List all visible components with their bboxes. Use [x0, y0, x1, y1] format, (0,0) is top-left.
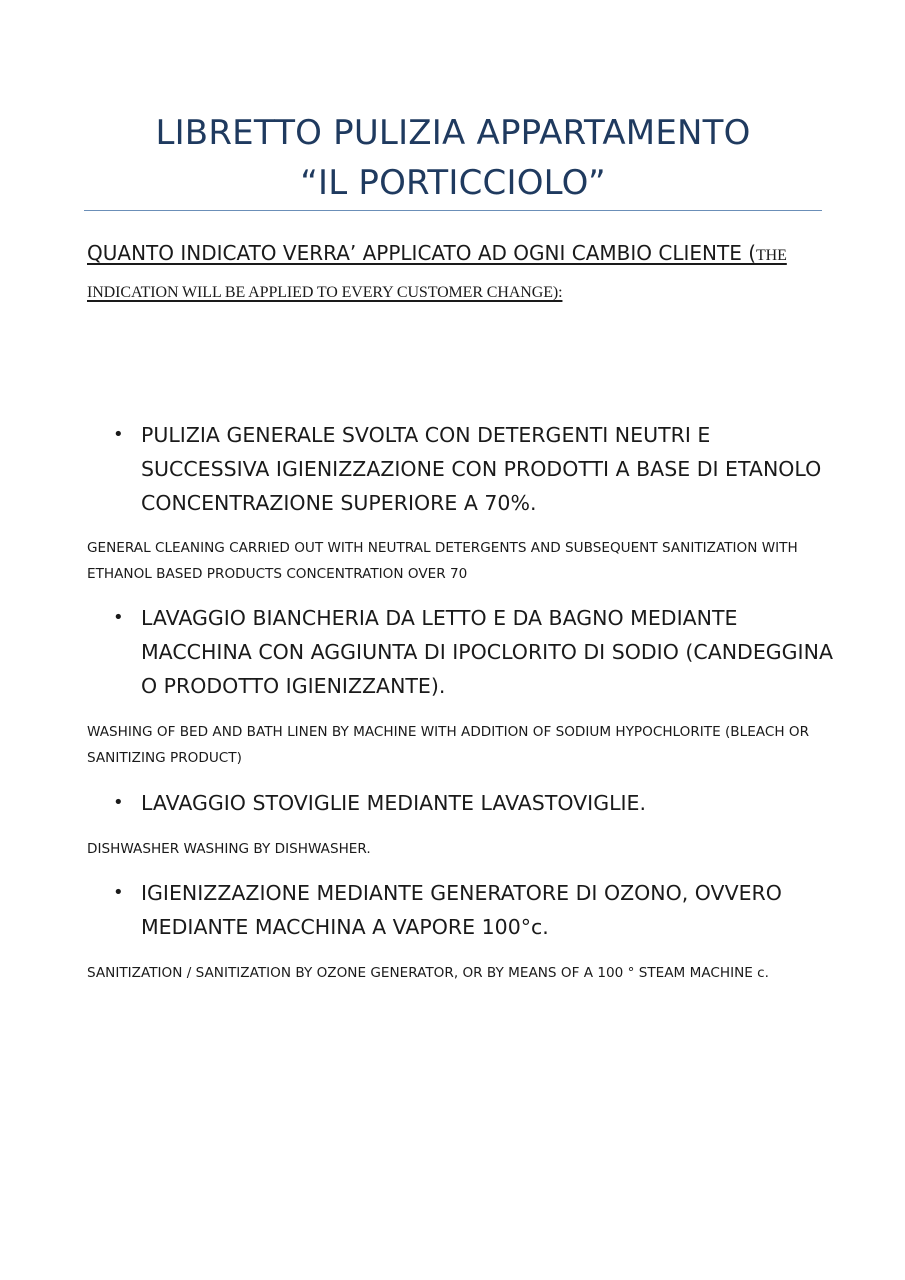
bullet-marker: • [113, 607, 124, 628]
title-line-2: “IL PORTICCIOLO” [300, 163, 606, 203]
item-italian-text: PULIZIA GENERALE SVOLTA CON DETERGENTI NEUTRI E SUCCESSIVA IGIENIZZAZIONE CON PRODOTTI A BASE DI ETANOLO CONCENTRAZIONE SUPERIORE A 70%. [141, 423, 822, 515]
title-divider [84, 210, 822, 211]
bullet-marker: • [113, 882, 124, 903]
item-english-note-3: DISHWASHER WASHING BY DISHWASHER. [87, 841, 371, 857]
bullet-marker: • [113, 424, 124, 445]
title-line-1: LIBRETTO PULIZIA APPARTAMENTO [155, 113, 751, 153]
intro-english: THE INDICATION WILL BE APPLIED TO EVERY CUSTOMER CHANGE): [87, 247, 787, 301]
page-title [84, 108, 822, 208]
list-item-4 [113, 876, 833, 944]
item-english-note-4: SANITIZATION / SANITIZATION BY OZONE GENERATOR, OR BY MEANS OF A 100 ° STEAM MACHINE c. [87, 965, 769, 981]
item-italian-text: LAVAGGIO STOVIGLIE MEDIANTE LAVASTOVIGLIE. [141, 791, 647, 815]
bullet-marker: • [113, 792, 124, 813]
intro-paragraph [87, 236, 827, 310]
list-item-2 [113, 601, 833, 703]
item-english-note-2: WASHING OF BED AND BATH LINEN BY MACHINE WITH ADDITION OF SODIUM HYPOCHLORITE (BLEACH OR SANITIZING PRODUCT) [87, 724, 810, 766]
list-item-3 [113, 786, 833, 820]
list-item-1 [113, 418, 833, 520]
intro-italian: QUANTO INDICATO VERRA’ APPLICATO AD OGNI CAMBIO CLIENTE ( [87, 241, 756, 265]
item-italian-text: LAVAGGIO BIANCHERIA DA LETTO E DA BAGNO MEDIANTE MACCHINA CON AGGIUNTA DI IPOCLORITO DI SODIO (CANDEGGINA O PRODOTTO IGIENIZZANTE). [141, 606, 833, 698]
item-italian-text: IGIENIZZAZIONE MEDIANTE GENERATORE DI OZONO, OVVERO MEDIANTE MACCHINA A VAPORE 100°c. [141, 881, 782, 939]
item-english-note-1: GENERAL CLEANING CARRIED OUT WITH NEUTRAL DETERGENTS AND SUBSEQUENT SANITIZATION WITH ETHANOL BASED PRODUCTS CONCENTRATION OVER 70 [87, 540, 798, 582]
